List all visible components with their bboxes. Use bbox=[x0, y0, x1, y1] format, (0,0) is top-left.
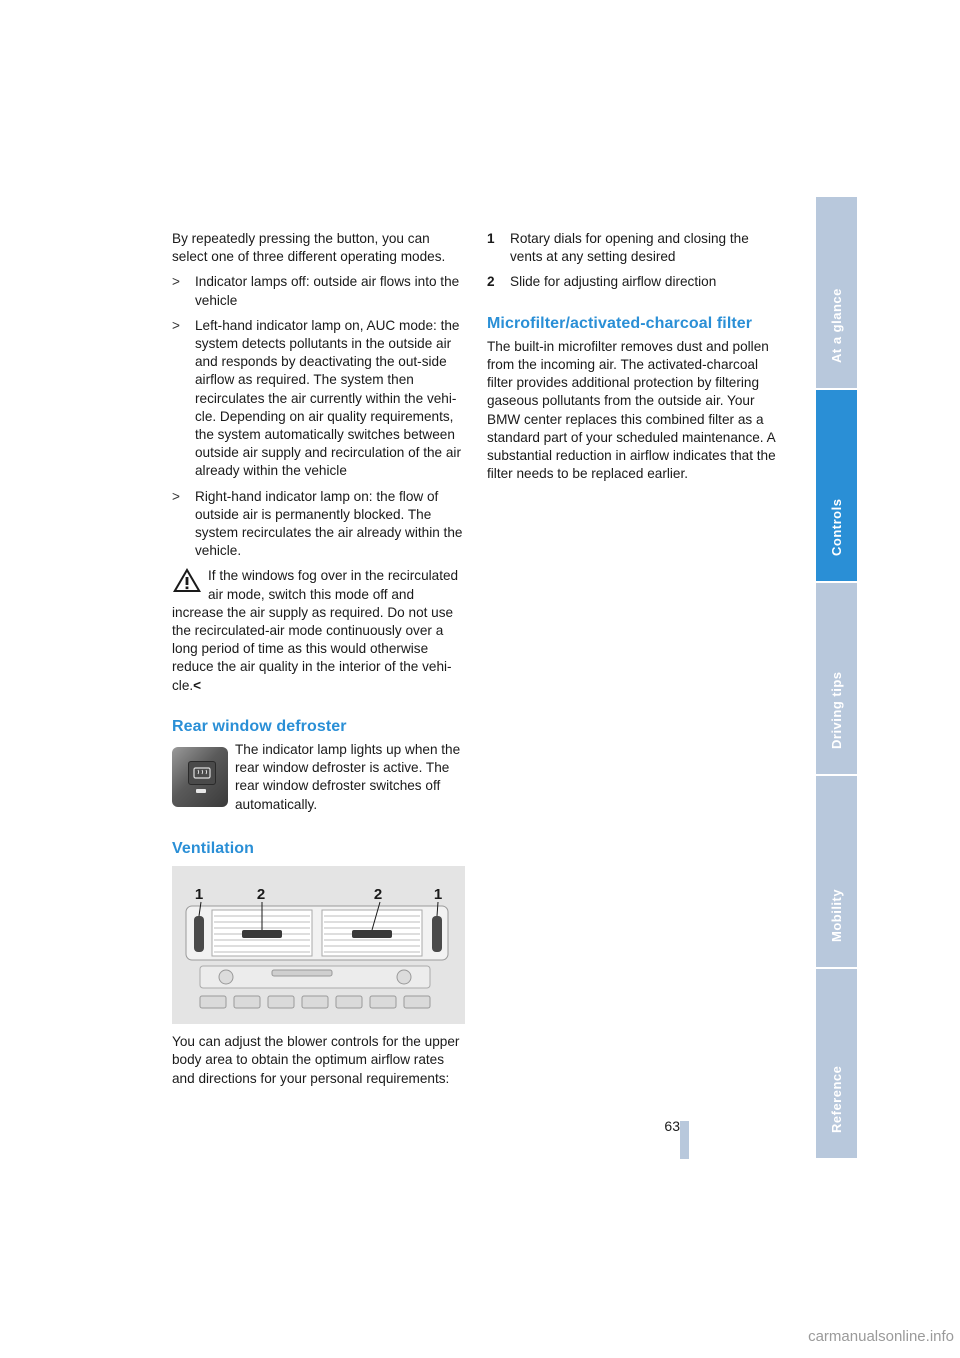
bullet-item bbox=[172, 273, 465, 309]
defroster-section bbox=[172, 741, 465, 817]
tab-controls[interactable] bbox=[816, 390, 857, 583]
dashboard-vents-illustration bbox=[172, 866, 465, 1024]
bullet-text: Indicator lamps off: outside air flows into the vehicle bbox=[195, 274, 460, 308]
numbered-item bbox=[487, 273, 780, 291]
bullet-mark: > bbox=[172, 274, 180, 290]
bullet-mark: > bbox=[172, 317, 180, 333]
tab-at-a-glance[interactable] bbox=[816, 197, 857, 390]
tab-label: Reference bbox=[828, 1065, 844, 1133]
bullet-text: Right-hand indicator lamp on: the flow of outside air is permanently blocked. The system recirculates the air already within the vehicle. bbox=[195, 488, 463, 559]
airflow-slide bbox=[352, 930, 392, 938]
figure-callout: 1 bbox=[433, 886, 443, 904]
defroster-button-image bbox=[172, 747, 228, 807]
tab-driving-tips[interactable] bbox=[816, 583, 857, 776]
figure-callout: 1 bbox=[194, 886, 204, 904]
ventilation-heading: Ventilation bbox=[172, 840, 254, 858]
left-column bbox=[172, 230, 465, 1095]
defroster-heading: Rear window defroster bbox=[172, 717, 347, 735]
tab-mobility[interactable] bbox=[816, 776, 857, 969]
item-number: 1 bbox=[487, 231, 495, 246]
warning-note bbox=[172, 567, 465, 694]
chapter-sidebar bbox=[816, 197, 857, 1160]
bullet-mark: > bbox=[172, 488, 180, 504]
tab-label: Mobility bbox=[828, 888, 844, 942]
tab-label: Driving tips bbox=[828, 671, 844, 749]
filter-text: The built-in microfilter removes dust and pollen from the incoming air. The activated-charcoal filter provides additional protection by filtering gaseous pollutants from the outside air. Your BMW center replaces this combined filter as a standard part of your scheduled maintenance. A substantial reduction in airflow indicates that the filter needs to be replaced earlier. bbox=[487, 338, 776, 482]
rotary-dial bbox=[194, 916, 204, 952]
ventilation-figure bbox=[172, 866, 465, 1024]
bullet-item bbox=[172, 488, 465, 561]
watermark: carmanualsonline.info bbox=[808, 1328, 954, 1345]
tab-label: Controls bbox=[828, 498, 844, 556]
bullet-item bbox=[172, 317, 465, 481]
defroster-button bbox=[188, 761, 216, 785]
rotary-dial bbox=[432, 916, 442, 952]
page-number: 63 bbox=[664, 1118, 680, 1134]
airflow-slide bbox=[242, 930, 282, 938]
figure-callout: 2 bbox=[373, 886, 383, 904]
item-text: Rotary dials for opening and closing the vents at any setting desired bbox=[510, 231, 749, 265]
warning-text: If the windows fog over in the recirculated air mode, switch this mode off and increase the air supply as required. Do not use the recirculated-air mode continuously over a long period of time as this would otherwise reduce the air quality in the interior of the vehi-cle. bbox=[172, 568, 459, 693]
item-text: Slide for adjusting airflow direction bbox=[510, 274, 717, 290]
item-number: 2 bbox=[487, 274, 495, 290]
intro-paragraph: By repeatedly pressing the button, you can select one of three different operating modes. bbox=[172, 231, 446, 265]
tab-label: At a glance bbox=[828, 288, 844, 363]
ventilation-text: You can adjust the blower controls for the upper body area to obtain the optimum airflow rates and directions for your personal requirements: bbox=[172, 1034, 460, 1086]
right-column bbox=[487, 230, 780, 490]
figure-callout: 2 bbox=[256, 886, 266, 904]
end-mark: < bbox=[193, 677, 202, 693]
filter-heading: Microfilter/activated-charcoal filter bbox=[487, 314, 753, 332]
tab-reference[interactable] bbox=[816, 969, 857, 1160]
rear-defrost-icon bbox=[189, 762, 215, 784]
defroster-text: The indicator lamp lights up when the rear window defroster is active. The rear window defroster switches off automatically. bbox=[235, 742, 461, 812]
page-marker bbox=[680, 1121, 689, 1159]
bullet-text: Left-hand indicator lamp on, AUC mode: the system detects pollutants in the outside air and responds by deactivating the out-side airflow as required. The system then recirculates the air currently within the vehi-cle. Depending on air quality requirements, the system automatically switches between outside air supply and recirculation of the air already within the vehicle bbox=[195, 317, 461, 479]
indicator-lamp bbox=[196, 789, 206, 793]
numbered-item bbox=[487, 230, 780, 266]
warning-triangle-icon bbox=[172, 567, 202, 593]
